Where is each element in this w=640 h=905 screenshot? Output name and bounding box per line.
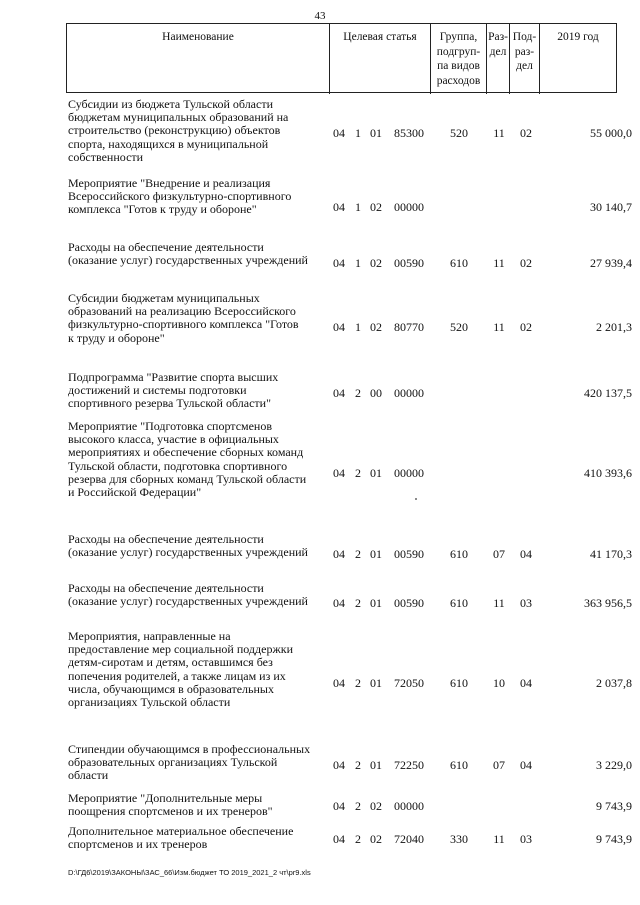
code-direction: 72040 (394, 832, 424, 846)
amount: 55 000,0 (590, 126, 632, 140)
code-direction: 00000 (394, 200, 424, 214)
code-subprogram: 2 (355, 386, 361, 400)
subsection: 04 (520, 758, 532, 772)
code-program: 04 (333, 547, 345, 561)
code-program: 04 (333, 799, 345, 813)
header-target-article: Целевая статья (330, 24, 431, 94)
header-subsection: Под- раз- дел (510, 24, 540, 94)
code-direction: 00000 (394, 466, 424, 480)
code-subprogram: 2 (355, 799, 361, 813)
code-subprogram: 1 (355, 200, 361, 214)
code-subprogram: 1 (355, 126, 361, 140)
code-subprogram: 2 (355, 832, 361, 846)
row-name: Субсидии из бюджета Тульской области бюджетам муниципальных образований на строительство (реконструкцию) объектов спорта, находящихся в муниципальной собственности (68, 97, 289, 164)
code-subprogram: 2 (355, 466, 361, 480)
row-name: Расходы на обеспечение деятельности (оказание услуг) государственных учреждений (68, 581, 308, 609)
expense-group: 520 (450, 126, 468, 140)
amount: 3 229,0 (596, 758, 632, 772)
subsection: 03 (520, 832, 532, 846)
code-subprogram: 2 (355, 758, 361, 772)
code-event: 00 (370, 386, 382, 400)
row-name: Стипендии обучающимся в профессиональных образовательных организациях Тульской области (68, 742, 311, 783)
section: 11 (493, 256, 505, 270)
header-name: Наименование (67, 24, 330, 94)
amount: 9 743,9 (596, 799, 632, 813)
code-subprogram: 2 (355, 676, 361, 690)
code-direction: 00590 (394, 256, 424, 270)
expense-group: 610 (450, 676, 468, 690)
amount: 2 037,8 (596, 676, 632, 690)
header-year: 2019 год (557, 31, 599, 43)
code-direction: 72250 (394, 758, 424, 772)
code-event: 02 (370, 320, 382, 334)
code-subprogram: 1 (355, 256, 361, 270)
file-path-footer: D:\ГД6\2019\ЗАКОНЫ\ЗАС_66\Изм.бюджет ТО 2019_2021_2 чт\pr9.xls (68, 868, 311, 877)
code-program: 04 (333, 200, 345, 214)
expense-group: 610 (450, 758, 468, 772)
amount: 30 140,7 (590, 200, 632, 214)
section: 11 (493, 832, 505, 846)
section: 11 (493, 126, 505, 140)
code-program: 04 (333, 596, 345, 610)
row-name: Подпрограмма "Развитие спорта высших достижений и системы подготовки спортивного резерва Тульской области" (68, 370, 279, 411)
code-program: 04 (333, 676, 345, 690)
code-event: 01 (370, 676, 382, 690)
section: 07 (493, 547, 505, 561)
code-direction: 00590 (394, 596, 424, 610)
section: 10 (493, 676, 505, 690)
code-event: 02 (370, 256, 382, 270)
row-name: Мероприятие "Дополнительные меры поощрения спортсменов и их тренеров" (68, 791, 273, 819)
expense-group: 610 (450, 596, 468, 610)
expense-group: 520 (450, 320, 468, 334)
code-event: 01 (370, 758, 382, 772)
row-name: Дополнительное материальное обеспечение спортсменов и их тренеров (68, 824, 294, 852)
code-event: 02 (370, 832, 382, 846)
code-event: 02 (370, 200, 382, 214)
code-subprogram: 2 (355, 547, 361, 561)
subsection: 03 (520, 596, 532, 610)
expense-group: 610 (450, 547, 468, 561)
code-direction: 72050 (394, 676, 424, 690)
code-direction: 00000 (394, 799, 424, 813)
code-subprogram: 1 (355, 320, 361, 334)
subsection: 04 (520, 676, 532, 690)
code-event: 01 (370, 466, 382, 480)
row-name: Расходы на обеспечение деятельности (оказание услуг) государственных учреждений (68, 240, 308, 268)
code-subprogram: 2 (355, 596, 361, 610)
code-direction: 00000 (394, 386, 424, 400)
expense-group: 330 (450, 832, 468, 846)
row-name: Расходы на обеспечение деятельности (оказание услуг) государственных учреждений (68, 532, 308, 560)
expense-group: 610 (450, 256, 468, 270)
amount: 27 939,4 (590, 256, 632, 270)
code-direction: 80770 (394, 320, 424, 334)
code-program: 04 (333, 758, 345, 772)
code-event: 02 (370, 799, 382, 813)
code-event: 01 (370, 126, 382, 140)
header-section: Раз- дел (487, 24, 510, 94)
section: 11 (493, 320, 505, 334)
amount: 363 956,5 (584, 596, 632, 610)
table-header (66, 23, 617, 93)
amount: 9 743,9 (596, 832, 632, 846)
subsection: 02 (520, 126, 532, 140)
section: 07 (493, 758, 505, 772)
code-program: 04 (333, 386, 345, 400)
amount: 41 170,3 (590, 547, 632, 561)
code-program: 04 (333, 256, 345, 270)
scan-speck (415, 498, 417, 500)
code-event: 01 (370, 547, 382, 561)
code-program: 04 (333, 832, 345, 846)
code-direction: 85300 (394, 126, 424, 140)
row-name: Мероприятие "Подготовка спортсменов высокого класса, участие в официальных мероприятиях и обеспечение сборных команд Тульской области, подготовка спортивного резерва для сборных команд Тульской области и Российской Федерации" (68, 419, 307, 500)
code-event: 01 (370, 596, 382, 610)
amount: 410 393,6 (584, 466, 632, 480)
header-expense-group: Группа, подгруп- па видов расходов (431, 24, 487, 94)
row-name: Мероприятие "Внедрение и реализация Всероссийского физкультурно-спортивного комплекса "Готов к труду и обороне" (68, 176, 292, 217)
subsection: 02 (520, 256, 532, 270)
code-direction: 00590 (394, 547, 424, 561)
amount: 2 201,3 (596, 320, 632, 334)
row-name: Субсидии бюджетам муниципальных образований на реализацию Всероссийского физкультурно-спортивного комплекса "Готов к труду и обороне" (68, 291, 299, 345)
code-program: 04 (333, 320, 345, 334)
code-program: 04 (333, 466, 345, 480)
amount: 420 137,5 (584, 386, 632, 400)
code-program: 04 (333, 126, 345, 140)
row-name: Мероприятия, направленные на предоставление мер социальной поддержки детям-сиротам и детям, оставшимся без попечения родителей, а также лицам из их числа, обучающимся в образовательных организациях Тульской области (68, 629, 294, 710)
section: 11 (493, 596, 505, 610)
subsection: 02 (520, 320, 532, 334)
subsection: 04 (520, 547, 532, 561)
page-number: 43 (314, 10, 326, 22)
